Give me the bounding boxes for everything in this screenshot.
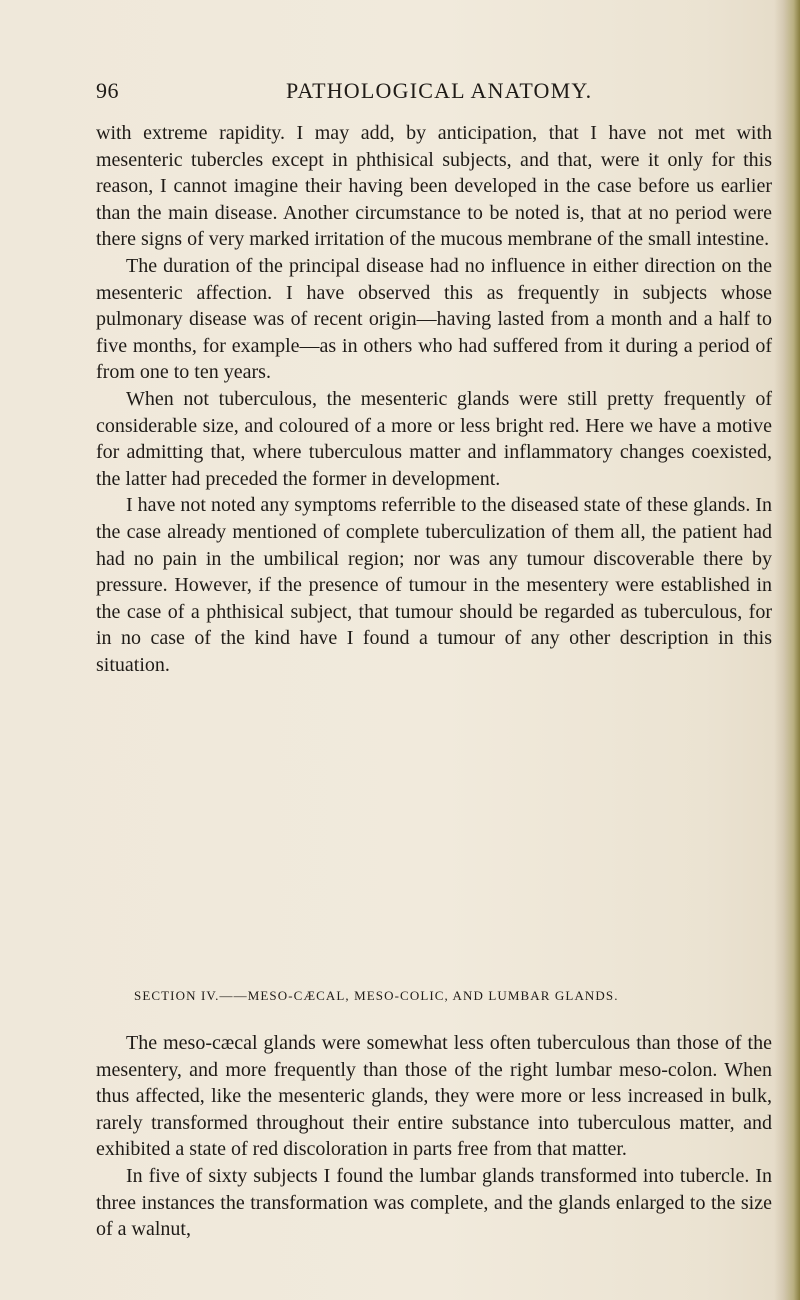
page-header [96, 78, 776, 108]
page-edge-shadow [774, 0, 800, 1300]
paragraph: The duration of the principal disease had no influence in either direction on the mesenteric affection. I have observed this as frequently in subjects whose pulmonary disease was of recent origin—having lasted from a month and a half to five months, for example—as in others who had suffered from it during a period of from one to ten years. [96, 254, 772, 384]
paragraph-continuation: with extreme rapidity. I may add, by anticipation, that I have not met with mesenteric tubercles except in phthisical subjects, and that, were it only for this reason, I cannot imagine their having been developed in the case before us earlier than the main disease. Another circumstance to be noted is, that at no period were there signs of very marked irritation of the mucous membrane of the small intestine. [96, 122, 772, 251]
page-number: 96 [96, 78, 119, 103]
paragraph: I have not noted any symptoms referrible to the diseased state of these glands. In the case already mentioned of complete tuberculization of them all, the patient had had no pain in the umbilical region; nor was any tumour discoverable there by pressure. However, if the presence of tumour in the mesentery were established in the case of a phthisical subject, that tumour should be regarded as tuberculous, for in no case of the kind have I found a tumour of any other description in this situation. [96, 494, 772, 676]
section-text-block [96, 1030, 772, 1243]
paragraph: When not tuberculous, the mesenteric glands were still pretty frequently of considerable size, and coloured of a more or less bright red. Here we have a motive for admitting that, where tuberculous matter and inflammatory changes coexisted, the latter had preceded the former in development. [96, 387, 772, 490]
running-title: PATHOLOGICAL ANATOMY. [286, 78, 593, 103]
section-heading: SECTION IV.——MESO-CÆCAL, MESO-COLIC, AND LUMBAR GLANDS. [134, 988, 619, 1003]
paragraph: The meso-cæcal glands were somewhat less often tuberculous than those of the mesentery, and more frequently than those of the right lumbar meso-colon. When thus affected, like the mesenteric glands, they were more or less increased in bulk, rarely transformed throughout their entire substance into tuberculous matter, and exhibited a state of red discoloration in parts free from that matter. [96, 1032, 772, 1161]
body-text-block [96, 120, 772, 678]
paragraph: In five of sixty subjects I found the lumbar glands transformed into tubercle. In three instances the transformation was complete, and the glands enlarged to the size of a walnut, [96, 1164, 772, 1241]
